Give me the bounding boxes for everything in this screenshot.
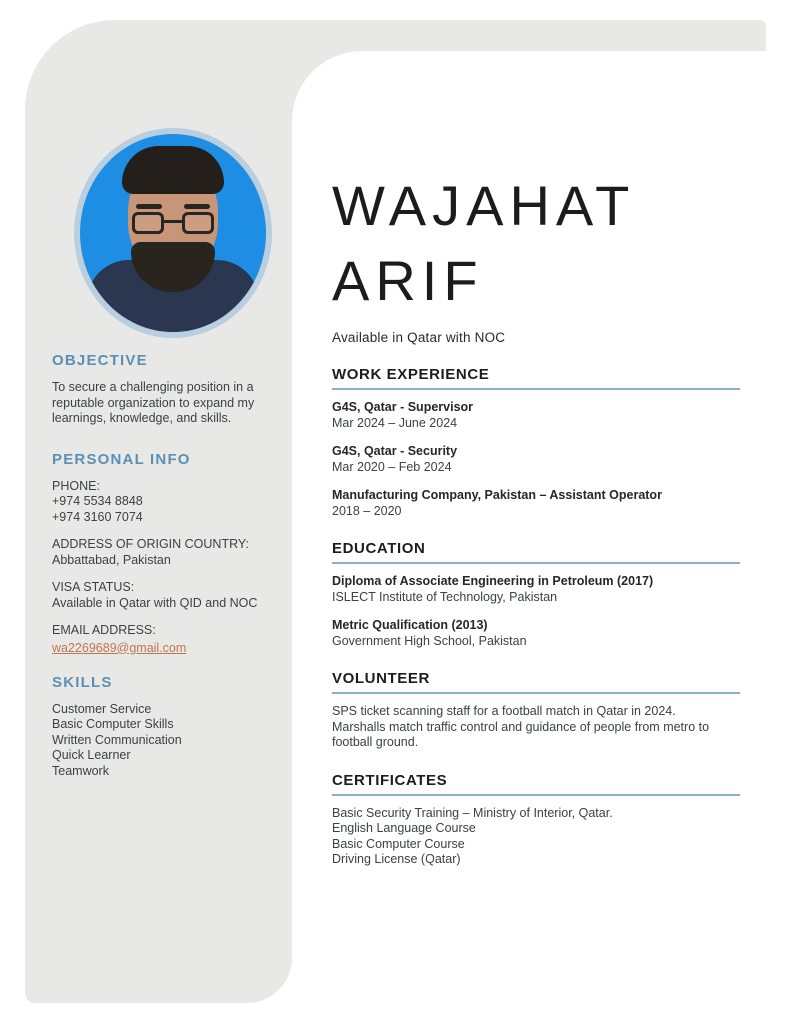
- candidate-name: [332, 168, 740, 318]
- certificate-item: Basic Computer Course: [332, 836, 465, 851]
- address-group: [52, 537, 278, 568]
- volunteer-line: Marshalls match traffic control and guidance of people from metro to football ground.: [332, 719, 710, 749]
- skill-item: Basic Computer Skills: [52, 717, 174, 731]
- visa-label: VISA STATUS:: [52, 580, 135, 594]
- degree-title: Metric Qualification (2013): [332, 618, 488, 632]
- job-dates: Mar 2020 – Feb 2024: [332, 459, 452, 474]
- certificates-heading: CERTIFICATES: [332, 771, 448, 789]
- work-entry: [332, 400, 740, 431]
- glasses-icon: [132, 212, 164, 234]
- glasses-icon: [182, 212, 214, 234]
- certificate-item: Basic Security Training – Ministry of Interior, Qatar.: [332, 805, 613, 820]
- skill-item: Teamwork: [52, 763, 109, 778]
- email-label: EMAIL ADDRESS:: [52, 623, 156, 637]
- job-dates: 2018 – 2020: [332, 503, 402, 518]
- email-link[interactable]: wa2269689@gmail.com: [52, 640, 187, 655]
- hair-shape: [122, 146, 224, 194]
- institution: ISLECT Institute of Technology, Pakistan: [332, 589, 558, 604]
- eyebrow-shape: [136, 204, 162, 209]
- glasses-bridge: [164, 220, 182, 223]
- objective-section: [52, 352, 278, 427]
- job-title: G4S, Qatar - Supervisor: [332, 400, 474, 414]
- phone-number: +974 3160 7074: [52, 509, 143, 524]
- phone-label: PHONE:: [52, 478, 100, 493]
- address-label: ADDRESS OF ORIGIN COUNTRY:: [52, 537, 250, 551]
- work-entry: [332, 488, 740, 519]
- section-underline: [332, 388, 740, 390]
- certificates-section: [332, 772, 740, 868]
- volunteer-section: [332, 670, 740, 751]
- personal-info-heading: PERSONAL INFO: [52, 450, 191, 468]
- institution: Government High School, Pakistan: [332, 633, 527, 648]
- name-line-1: WAJAHAT: [332, 174, 636, 237]
- main-content: [332, 168, 740, 868]
- address-value: Abbattabad, Pakistan: [52, 552, 171, 567]
- availability-subtitle: Available in Qatar with NOC: [332, 330, 506, 345]
- degree-title: Diploma of Associate Engineering in Petroleum (2017): [332, 574, 654, 588]
- skills-heading: SKILLS: [52, 673, 113, 691]
- eyebrow-shape: [184, 204, 210, 209]
- volunteer-heading: VOLUNTEER: [332, 670, 430, 687]
- certificate-item: English Language Course: [332, 821, 476, 835]
- visa-value: Available in Qatar with QID and NOC: [52, 595, 258, 610]
- phone-number: +974 5534 8848: [52, 494, 143, 508]
- education-entry: [332, 574, 740, 605]
- skill-item: Customer Service: [52, 701, 152, 716]
- education-heading: EDUCATION: [332, 540, 426, 557]
- work-experience-heading: WORK EXPERIENCE: [332, 366, 490, 383]
- name-line-2: ARIF: [332, 249, 484, 312]
- visa-group: [52, 580, 278, 611]
- certificate-item: Driving License (Qatar): [332, 852, 461, 866]
- sidebar: [52, 352, 278, 779]
- section-underline: [332, 562, 740, 564]
- section-underline: [332, 692, 740, 694]
- education-section: [332, 540, 740, 649]
- education-entry: [332, 618, 740, 649]
- job-title: Manufacturing Company, Pakistan – Assistant Operator: [332, 488, 662, 502]
- skills-section: [52, 674, 278, 780]
- job-dates: Mar 2024 – June 2024: [332, 415, 458, 430]
- phone-group: [52, 479, 278, 526]
- volunteer-line: SPS ticket scanning staff for a football match in Qatar in 2024.: [332, 704, 676, 718]
- skill-item: Quick Learner: [52, 748, 131, 762]
- email-group: [52, 623, 278, 657]
- work-entry: [332, 444, 740, 475]
- skill-item: Written Communication: [52, 732, 182, 747]
- section-underline: [332, 794, 740, 796]
- work-experience-section: [332, 366, 740, 519]
- objective-text: To secure a challenging position in a reputable organization to expand my learnings, knowledge, and skills.: [52, 380, 255, 425]
- personal-info-section: [52, 451, 278, 657]
- profile-photo: [74, 128, 272, 338]
- job-title: G4S, Qatar - Security: [332, 444, 458, 458]
- objective-heading: OBJECTIVE: [52, 352, 148, 369]
